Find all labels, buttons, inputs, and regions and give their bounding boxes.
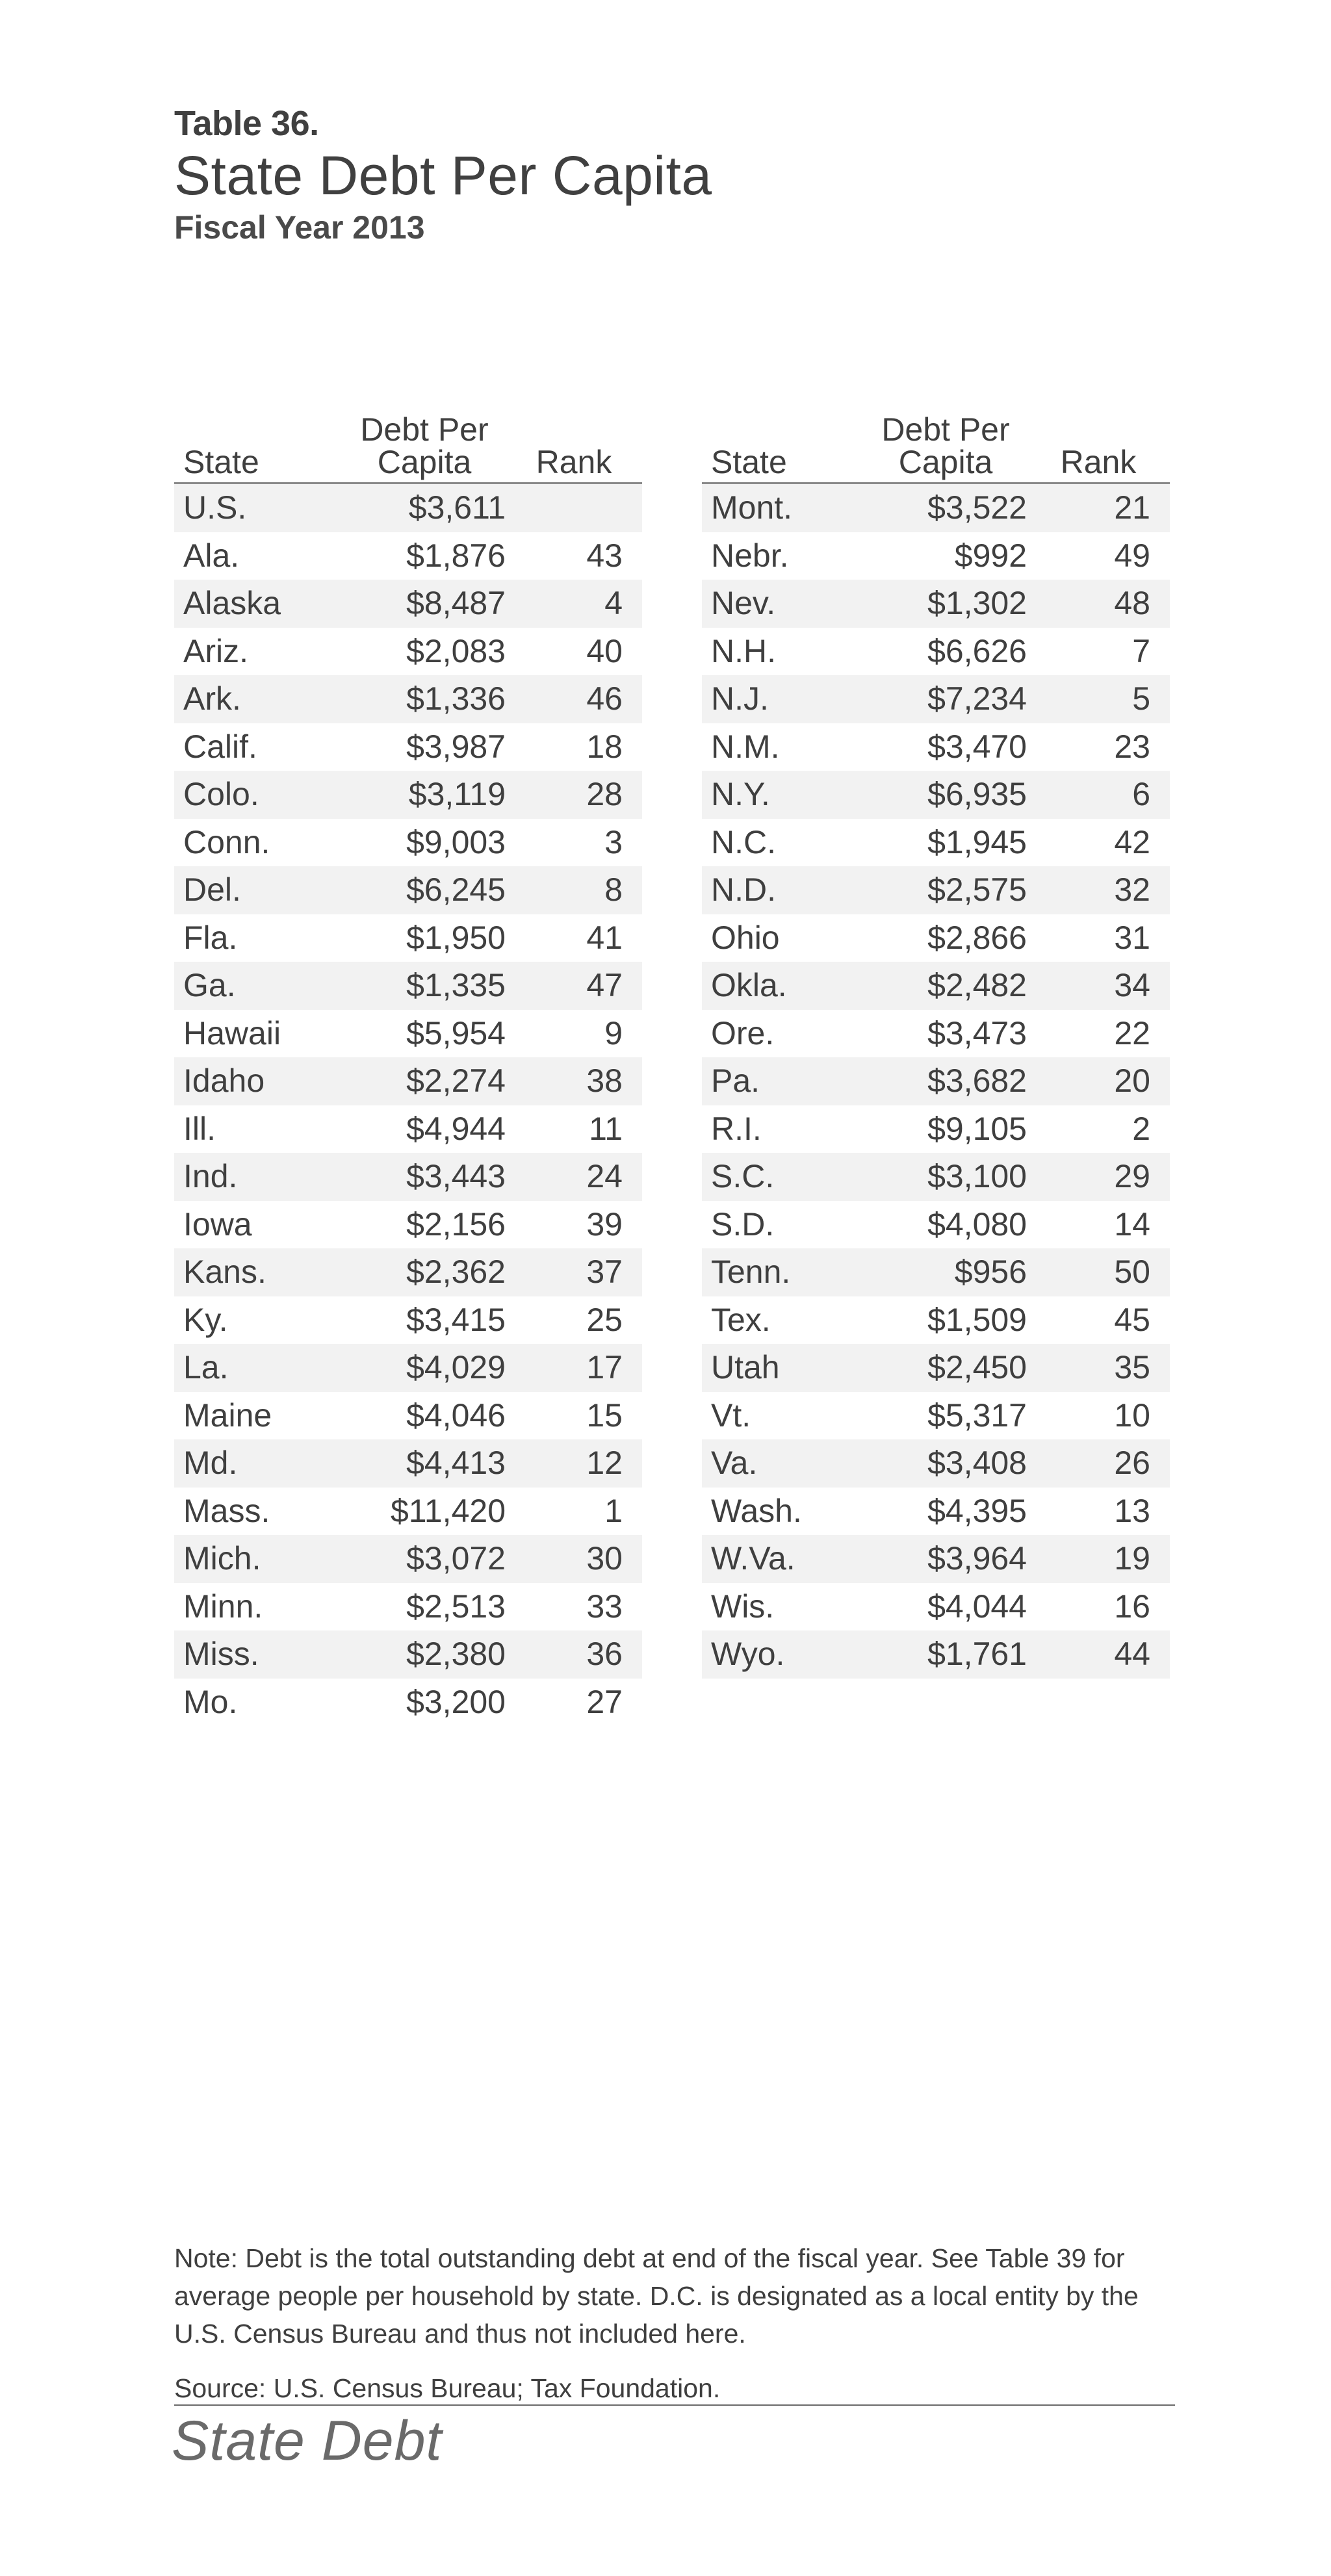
table-header-row	[702, 413, 1170, 483]
debt-cell: $1,876	[406, 537, 506, 574]
table-row	[702, 1105, 1170, 1153]
table-row	[174, 866, 642, 914]
debt-cell: $1,336	[343, 675, 506, 723]
debt-cell: $1,509	[927, 1301, 1027, 1338]
state-cell: Ark.	[174, 675, 343, 723]
state-cell: Tenn.	[702, 1248, 864, 1296]
table-row	[174, 1153, 642, 1201]
debt-cell: $2,450	[864, 1344, 1027, 1392]
rank-cell: 5	[1027, 675, 1170, 723]
table-row	[702, 819, 1170, 867]
table-row	[174, 532, 642, 580]
table-row	[702, 1010, 1170, 1058]
state-cell: W.Va.	[702, 1535, 864, 1583]
footer-divider	[174, 2404, 1175, 2406]
column-header-debt: Debt Per Capita	[864, 413, 1027, 483]
debt-cell: $4,029	[343, 1344, 506, 1392]
rank-cell: 4	[506, 580, 642, 628]
state-cell: Idaho	[174, 1057, 343, 1105]
state-cell: Tex.	[711, 1301, 771, 1338]
rank-cell: 10	[1114, 1397, 1150, 1434]
table-note: Note: Debt is the total outstanding debt at end of the fiscal year. See Table 39 for average people per household by state. D.C. is designated as a local entity by the U.S. Census Bureau and thus not included here.	[174, 2243, 1139, 2349]
state-cell: Minn.	[183, 1588, 263, 1625]
table-row	[174, 1105, 642, 1153]
state-cell: Ohio	[711, 919, 780, 956]
debt-cell: $2,575	[864, 866, 1027, 914]
state-cell: Mich.	[174, 1535, 343, 1583]
debt-cell: $3,119	[343, 771, 506, 819]
state-cell: Ill.	[183, 1110, 216, 1147]
state-cell: Alaska	[174, 580, 343, 628]
state-cell: N.J.	[702, 675, 864, 723]
state-cell: Mo.	[183, 1683, 238, 1720]
rank-cell: 6	[1027, 771, 1170, 819]
state-cell: Conn.	[183, 823, 270, 860]
table-row	[174, 483, 642, 532]
table-row	[702, 1344, 1170, 1392]
state-cell: U.S.	[174, 483, 343, 532]
table-number: Table 36.	[174, 104, 319, 143]
state-cell: Maine	[183, 1397, 272, 1434]
state-cell: Utah	[702, 1344, 864, 1392]
table-row	[174, 1344, 642, 1392]
rank-cell: 25	[586, 1301, 623, 1338]
state-cell: Kans.	[174, 1248, 343, 1296]
rank-cell: 14	[1114, 1205, 1150, 1243]
state-cell: Vt.	[711, 1397, 751, 1434]
rank-cell: 30	[506, 1535, 642, 1583]
rank-cell: 41	[586, 919, 623, 956]
rank-cell: 31	[1114, 919, 1150, 956]
rank-cell: 17	[506, 1344, 642, 1392]
rank-cell: 40	[586, 632, 623, 669]
state-cell: N.H.	[711, 632, 776, 669]
debt-cell: $8,487	[343, 580, 506, 628]
state-cell: Ga.	[174, 962, 343, 1010]
debt-cell: $11,420	[390, 1492, 506, 1529]
table-row	[702, 628, 1170, 676]
debt-cell: $9,105	[927, 1110, 1027, 1147]
page-subtitle: Fiscal Year 2013	[174, 209, 425, 246]
state-cell: Mass.	[183, 1492, 270, 1529]
rank-cell: 2	[1132, 1110, 1150, 1147]
table-row	[174, 1248, 642, 1296]
debt-cell: $7,234	[864, 675, 1027, 723]
table-row	[174, 628, 642, 676]
table-row	[174, 1296, 642, 1345]
table-row	[174, 1392, 642, 1440]
debt-cell: $4,046	[406, 1397, 506, 1434]
table-row	[702, 1057, 1170, 1105]
debt-cell: $3,987	[406, 728, 506, 765]
debt-cell: $4,395	[927, 1492, 1027, 1529]
state-cell: Nev.	[702, 580, 864, 628]
table-row	[174, 1535, 642, 1583]
state-cell: La.	[174, 1344, 343, 1392]
debt-cell: $3,415	[406, 1301, 506, 1338]
table-row	[702, 1630, 1170, 1679]
state-cell: Mont.	[702, 483, 864, 532]
debt-cell: $2,482	[864, 962, 1027, 1010]
rank-cell: 47	[506, 962, 642, 1010]
state-cell: Wis.	[711, 1588, 775, 1625]
state-cell: Ala.	[183, 537, 240, 574]
column-header-state: State	[174, 413, 343, 483]
rank-cell: 19	[1027, 1535, 1170, 1583]
rank-cell: 28	[506, 771, 642, 819]
table-row	[702, 866, 1170, 914]
state-cell: S.D.	[711, 1205, 775, 1243]
state-cell: N.M.	[711, 728, 780, 765]
column-header-state: State	[702, 413, 864, 483]
rank-cell: 26	[1027, 1439, 1170, 1488]
debt-cell: $1,945	[927, 823, 1027, 860]
debt-cell: $5,954	[406, 1014, 506, 1051]
rank-cell: 34	[1027, 962, 1170, 1010]
table-row	[702, 962, 1170, 1010]
table-row	[702, 1153, 1170, 1201]
table-row	[702, 532, 1170, 580]
rank-cell: 16	[1114, 1588, 1150, 1625]
table-header-row	[174, 413, 642, 483]
state-cell: N.D.	[702, 866, 864, 914]
table-row	[174, 1057, 642, 1105]
debt-cell: $2,866	[927, 919, 1027, 956]
table-row	[174, 1583, 642, 1631]
rank-cell: 38	[506, 1057, 642, 1105]
state-cell: R.I.	[711, 1110, 762, 1147]
debt-cell: $2,083	[406, 632, 506, 669]
table-row	[702, 580, 1170, 628]
debt-cell: $4,080	[927, 1205, 1027, 1243]
debt-cell: $3,473	[927, 1014, 1027, 1051]
rank-cell: 35	[1027, 1344, 1170, 1392]
table-row	[174, 1439, 642, 1488]
rank-cell: 9	[604, 1014, 623, 1051]
rank-cell: 36	[506, 1630, 642, 1679]
rank-cell: 43	[586, 537, 623, 574]
state-cell: Md.	[174, 1439, 343, 1488]
rank-cell: 37	[506, 1248, 642, 1296]
state-cell: Iowa	[183, 1205, 252, 1243]
rank-cell: 13	[1114, 1492, 1150, 1529]
state-cell: Del.	[174, 866, 343, 914]
table-row	[174, 1488, 642, 1536]
rank-cell: 48	[1027, 580, 1170, 628]
rank-cell: 1	[604, 1492, 623, 1529]
page-title: State Debt Per Capita	[174, 145, 712, 206]
state-cell: Hawaii	[183, 1014, 281, 1051]
rank-cell: 49	[1114, 537, 1150, 574]
rank-cell: 46	[506, 675, 642, 723]
table-row	[174, 675, 642, 723]
debt-cell: $6,626	[927, 632, 1027, 669]
rank-cell: 27	[586, 1683, 623, 1720]
debt-cell: $4,413	[343, 1439, 506, 1488]
rank-cell: 22	[1114, 1014, 1150, 1051]
debt-cell: $2,362	[343, 1248, 506, 1296]
debt-cell: $1,302	[864, 580, 1027, 628]
debt-cell: $1,761	[864, 1630, 1027, 1679]
rank-cell	[506, 483, 642, 532]
table-row	[702, 1439, 1170, 1488]
debt-cell: $3,611	[343, 483, 506, 532]
table-row	[702, 1488, 1170, 1536]
table-row	[702, 914, 1170, 962]
rank-cell: 39	[586, 1205, 623, 1243]
state-cell: Ky.	[183, 1301, 228, 1338]
rank-cell: 29	[1027, 1153, 1170, 1201]
debt-cell: $6,245	[343, 866, 506, 914]
state-cell: Wash.	[711, 1492, 802, 1529]
rank-cell: 8	[506, 866, 642, 914]
footer-section-title: State Debt	[172, 2410, 443, 2472]
rank-cell: 24	[506, 1153, 642, 1201]
state-cell: Va.	[702, 1439, 864, 1488]
debt-cell: $3,443	[343, 1153, 506, 1201]
table-row	[702, 1392, 1170, 1440]
state-cell: Ariz.	[183, 632, 248, 669]
state-cell: Okla.	[702, 962, 864, 1010]
debt-cell: $1,950	[406, 919, 506, 956]
rank-cell: 3	[604, 823, 623, 860]
column-header-debt: Debt Per Capita	[343, 413, 506, 483]
debt-cell: $6,935	[864, 771, 1027, 819]
column-header-rank: Rank	[1027, 413, 1170, 483]
document-header	[174, 103, 712, 247]
state-cell: Pa.	[702, 1057, 864, 1105]
table-row	[702, 1583, 1170, 1631]
state-cell: Fla.	[183, 919, 238, 956]
debt-cell: $3,470	[927, 728, 1027, 765]
rank-cell: 20	[1027, 1057, 1170, 1105]
debt-cell: $3,100	[864, 1153, 1027, 1201]
state-cell: Ind.	[174, 1153, 343, 1201]
rank-cell: 50	[1027, 1248, 1170, 1296]
state-cell: Calif.	[183, 728, 257, 765]
table-row	[174, 1010, 642, 1058]
state-cell: S.C.	[702, 1153, 864, 1201]
debt-cell: $4,944	[406, 1110, 506, 1147]
table-row	[702, 1535, 1170, 1583]
rank-cell: 18	[586, 728, 623, 765]
rank-cell: 12	[506, 1439, 642, 1488]
rank-cell: 45	[1114, 1301, 1150, 1338]
debt-cell: $5,317	[927, 1397, 1027, 1434]
rank-cell: 7	[1132, 632, 1150, 669]
table-row	[174, 723, 642, 771]
left-data-table	[174, 413, 642, 1726]
table-row	[702, 483, 1170, 532]
table-row	[174, 1630, 642, 1679]
table-row	[702, 771, 1170, 819]
debt-cell: $3,408	[864, 1439, 1027, 1488]
debt-cell: $4,044	[927, 1588, 1027, 1625]
table-row	[174, 1679, 642, 1727]
right-data-table	[702, 413, 1170, 1679]
table-row	[174, 771, 642, 819]
table-row	[174, 962, 642, 1010]
rank-cell: 42	[1114, 823, 1150, 860]
table-source: Source: U.S. Census Bureau; Tax Foundation.	[174, 2373, 721, 2403]
debt-cell: $992	[954, 537, 1027, 574]
debt-cell: $3,964	[864, 1535, 1027, 1583]
debt-cell: $3,072	[343, 1535, 506, 1583]
debt-cell: $2,274	[343, 1057, 506, 1105]
table-row	[702, 1201, 1170, 1249]
debt-cell: $3,522	[864, 483, 1027, 532]
table-row	[174, 1201, 642, 1249]
table-row	[702, 723, 1170, 771]
debt-cell: $2,513	[406, 1588, 506, 1625]
debt-cell: $956	[864, 1248, 1027, 1296]
state-cell: N.C.	[711, 823, 776, 860]
debt-cell: $3,200	[406, 1683, 506, 1720]
state-cell: Nebr.	[711, 537, 789, 574]
rank-cell: 33	[586, 1588, 623, 1625]
table-row	[174, 914, 642, 962]
debt-cell: $2,380	[343, 1630, 506, 1679]
state-cell: N.Y.	[702, 771, 864, 819]
table-row	[174, 580, 642, 628]
state-cell: Colo.	[174, 771, 343, 819]
rank-cell: 23	[1114, 728, 1150, 765]
rank-cell: 15	[586, 1397, 623, 1434]
debt-cell: $9,003	[406, 823, 506, 860]
rank-cell: 11	[589, 1110, 623, 1147]
table-row	[702, 1296, 1170, 1345]
debt-cell: $3,682	[864, 1057, 1027, 1105]
table-row	[702, 675, 1170, 723]
rank-cell: 21	[1027, 483, 1170, 532]
state-cell: Miss.	[174, 1630, 343, 1679]
state-cell: Wyo.	[702, 1630, 864, 1679]
state-cell: Ore.	[711, 1014, 775, 1051]
table-row	[702, 1248, 1170, 1296]
column-header-rank: Rank	[506, 413, 642, 483]
table-row	[174, 819, 642, 867]
rank-cell: 44	[1027, 1630, 1170, 1679]
debt-cell: $1,335	[343, 962, 506, 1010]
debt-cell: $2,156	[406, 1205, 506, 1243]
rank-cell: 32	[1027, 866, 1170, 914]
